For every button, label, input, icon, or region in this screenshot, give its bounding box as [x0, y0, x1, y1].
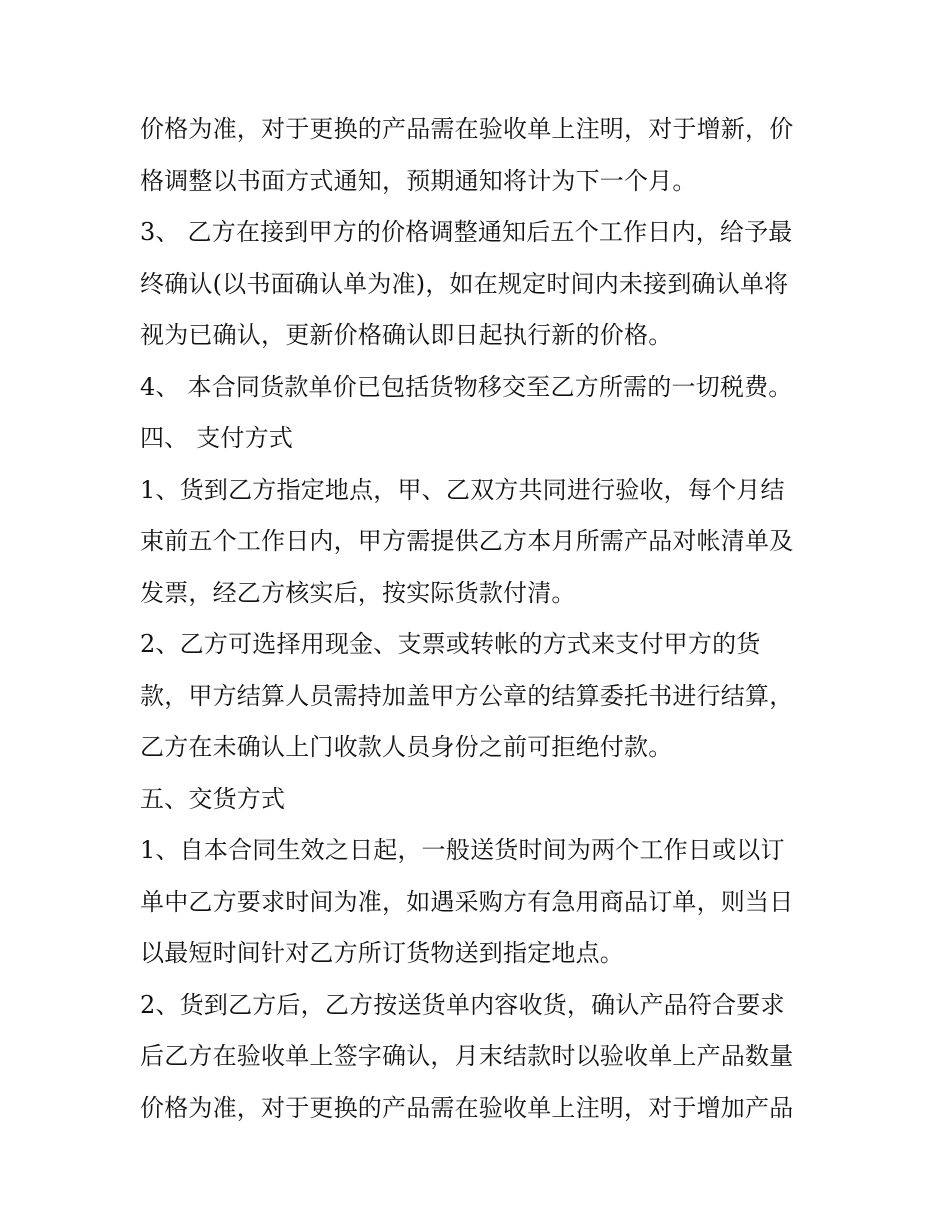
clause-4: 4、 本合同货款单价已包括货物移交至乙方所需的一切税费。 [140, 372, 793, 401]
payment-clause-2-line-2: 款，甲方结算人员需持加盖甲方公章的结算委托书进行结算， [140, 681, 794, 710]
payment-clause-2-line-1: 2、乙方可选择用现金、支票或转帐的方式来支付甲方的货 [140, 630, 761, 658]
payment-clause-1-line-3: 发票，经乙方核实后，按实际货款付清。 [140, 578, 576, 607]
clause-3-line-1: 3、 乙方在接到甲方的价格调整通知后五个工作日内，给予最 [140, 218, 793, 246]
text-line-2: 格调整以书面方式通知，预期通知将计为下一个月。 [140, 166, 697, 195]
payment-clause-1-line-2: 束前五个工作日内，甲方需提供乙方本月所需产品对帐清单及 [140, 527, 794, 555]
clause-3-line-3: 视为已确认，更新价格确认即日起执行新的价格。 [140, 321, 673, 349]
delivery-clause-1-line-2: 单中乙方要求时间为准，如遇采购方有急用商品订单，则当日 [140, 887, 794, 916]
delivery-clause-2-line-3: 价格为准，对于更换的产品需在验收单上注明，对于增加产品 [140, 1093, 794, 1122]
payment-clause-1-line-1: 1、货到乙方指定地点，甲、乙双方共同进行验收，每个月结 [140, 475, 785, 504]
clause-3-line-2: 终确认(以书面确认单为准)，如在规定时间内未接到确认单将 [140, 269, 789, 298]
payment-clause-2-line-3: 乙方在未确认上门收款人员身份之前可拒绝付款。 [140, 733, 673, 761]
delivery-clause-2-line-2: 后乙方在验收单上签字确认，月末结款时以验收单上产品数量 [140, 1042, 794, 1070]
delivery-clause-2-line-1: 2、货到乙方后，乙方按送货单内容收货，确认产品符合要求 [140, 990, 785, 1019]
section-4-heading: 四、 支付方式 [140, 424, 294, 452]
section-5-heading: 五、交货方式 [140, 784, 286, 813]
contract-body-text [140, 104, 820, 1134]
delivery-clause-1-line-3: 以最短时间针对乙方所订货物送到指定地点。 [140, 939, 624, 967]
text-line-1: 价格为准，对于更换的产品需在验收单上注明，对于增新，价 [140, 115, 794, 143]
delivery-clause-1-line-1: 1、自本合同生效之日起，一般送货时间为两个工作日或以订 [140, 836, 785, 864]
